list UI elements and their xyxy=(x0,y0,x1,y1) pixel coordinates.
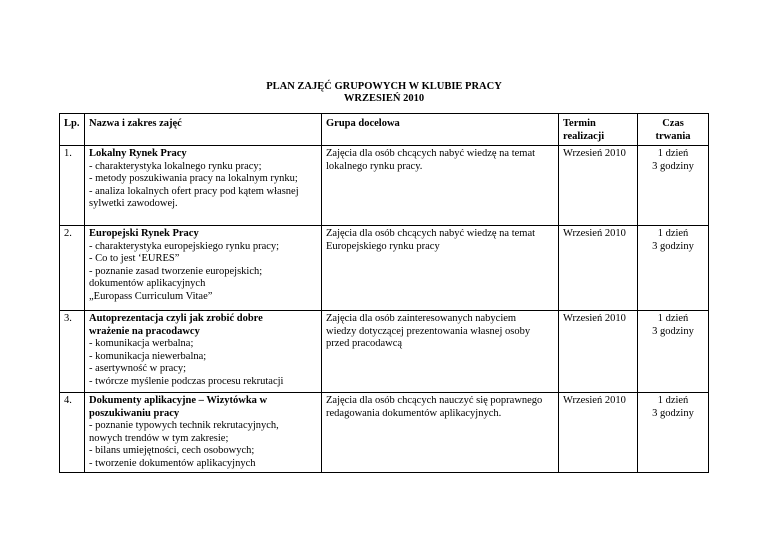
target-group-line: lokalnego rynku pracy. xyxy=(326,160,423,172)
topic-item: „Europass Curriculum Vitae” xyxy=(89,290,213,302)
row-target-group xyxy=(322,393,559,473)
duration-days: 1 dzień xyxy=(657,228,689,239)
page-subtitle: WRZESIEŃ 2010 xyxy=(343,93,425,104)
topic-item: - charakterystyka lokalnego rynku pracy; xyxy=(89,160,262,172)
topic-item: - Co to jest ‘EURES” xyxy=(89,253,180,264)
duration-hours: 3 godziny xyxy=(652,407,694,419)
topic-title: Lokalny Rynek Pracy xyxy=(89,148,187,159)
duration-hours: 3 godziny xyxy=(652,240,694,252)
topic-item: - komunikacja niewerbalna; xyxy=(89,350,207,362)
topic-item: - analiza lokalnych ofert pracy pod kątem własnej xyxy=(89,185,299,197)
duration-hours: 3 godziny xyxy=(652,160,694,172)
header-lp: Lp. xyxy=(60,114,85,146)
header-czas-line1: Czas xyxy=(662,118,684,129)
topic-item: nowych trendów w tym zakresie; xyxy=(89,432,229,444)
topic-item: - twórcze myślenie podczas procesu rekrutacji xyxy=(89,375,284,387)
target-group-line: wiedzy dotyczącej prezentowania własnej osoby xyxy=(326,325,531,337)
topic-item: - tworzenie dokumentów aplikacyjnych xyxy=(89,457,256,469)
table-row xyxy=(60,226,709,311)
topic-title: wrażenie na pracodawcy xyxy=(89,325,200,337)
topic-item: - bilans umiejętności, cech osobowych; xyxy=(89,445,255,456)
row-lp: 1. xyxy=(60,146,85,226)
table-header-row xyxy=(60,114,709,146)
row-term: Wrzesień 2010 xyxy=(559,393,638,473)
topic-item: - poznanie typowych technik rekrutacyjnych, xyxy=(89,420,279,431)
row-topic xyxy=(85,311,322,393)
row-target-group xyxy=(322,311,559,393)
target-group-line: Europejskiego rynku pracy xyxy=(326,240,440,252)
topic-item: - komunikacja werbalna; xyxy=(89,338,194,349)
target-group-line: Zajęcia dla osób chcących nabyć wiedzę na temat xyxy=(326,148,536,159)
table-row xyxy=(60,393,709,473)
table-row xyxy=(60,146,709,226)
topic-title: poszukiwaniu pracy xyxy=(89,407,180,419)
row-duration xyxy=(638,393,709,473)
topic-item: - metody poszukiwania pracy na lokalnym rynku; xyxy=(89,173,298,184)
target-group-line: redagowania dokumentów aplikacyjnych. xyxy=(326,407,502,419)
row-target-group xyxy=(322,146,559,226)
topic-item: - poznanie zasad tworzenie europejskich; xyxy=(89,265,263,277)
target-group-line: Zajęcia dla osób chcących nabyć wiedzę na temat xyxy=(326,228,536,239)
row-topic xyxy=(85,226,322,311)
target-group-line: Zajęcia dla osób zainteresowanych nabyciem xyxy=(326,313,517,324)
row-topic xyxy=(85,393,322,473)
row-lp: 4. xyxy=(60,393,85,473)
row-term: Wrzesień 2010 xyxy=(559,311,638,393)
header-czas-line2: trwania xyxy=(655,130,691,142)
table-row xyxy=(60,311,709,393)
row-term: Wrzesień 2010 xyxy=(559,146,638,226)
row-term: Wrzesień 2010 xyxy=(559,226,638,311)
duration-hours: 3 godziny xyxy=(652,325,694,337)
row-lp: 3. xyxy=(60,311,85,393)
topic-title: Dokumenty aplikacyjne – Wizytówka w xyxy=(89,395,268,406)
topic-item: - asertywność w pracy; xyxy=(89,363,187,374)
topic-item: - charakterystyka europejskiego rynku pracy; xyxy=(89,240,280,252)
row-lp: 2. xyxy=(60,226,85,311)
topic-title: Europejski Rynek Pracy xyxy=(89,228,199,239)
row-duration xyxy=(638,146,709,226)
header-termin-line1: Termin xyxy=(563,118,596,129)
duration-days: 1 dzień xyxy=(657,148,689,159)
row-duration xyxy=(638,226,709,311)
header-termin xyxy=(559,114,638,146)
header-czas xyxy=(638,114,709,146)
row-target-group xyxy=(322,226,559,311)
target-group-line: Zajęcia dla osób chcących nauczyć się poprawnego xyxy=(326,395,543,406)
duration-days: 1 dzień xyxy=(657,313,689,324)
header-termin-line2: realizacji xyxy=(563,130,605,142)
row-topic xyxy=(85,146,322,226)
header-grupa: Grupa docelowa xyxy=(322,114,559,146)
page-title: PLAN ZAJĘĆ GRUPOWYCH W KLUBIE PRACY xyxy=(266,81,502,92)
header-nazwa: Nazwa i zakres zajęć xyxy=(85,114,322,146)
target-group-line: przed pracodawcą xyxy=(326,338,403,349)
topic-item: sylwetki zawodowej. xyxy=(89,198,178,209)
topic-title: Autoprezentacja czyli jak zrobić dobre xyxy=(89,313,263,324)
duration-days: 1 dzień xyxy=(657,395,689,406)
schedule-table xyxy=(59,113,709,473)
row-duration xyxy=(638,311,709,393)
topic-item: dokumentów aplikacyjnych xyxy=(89,278,206,289)
